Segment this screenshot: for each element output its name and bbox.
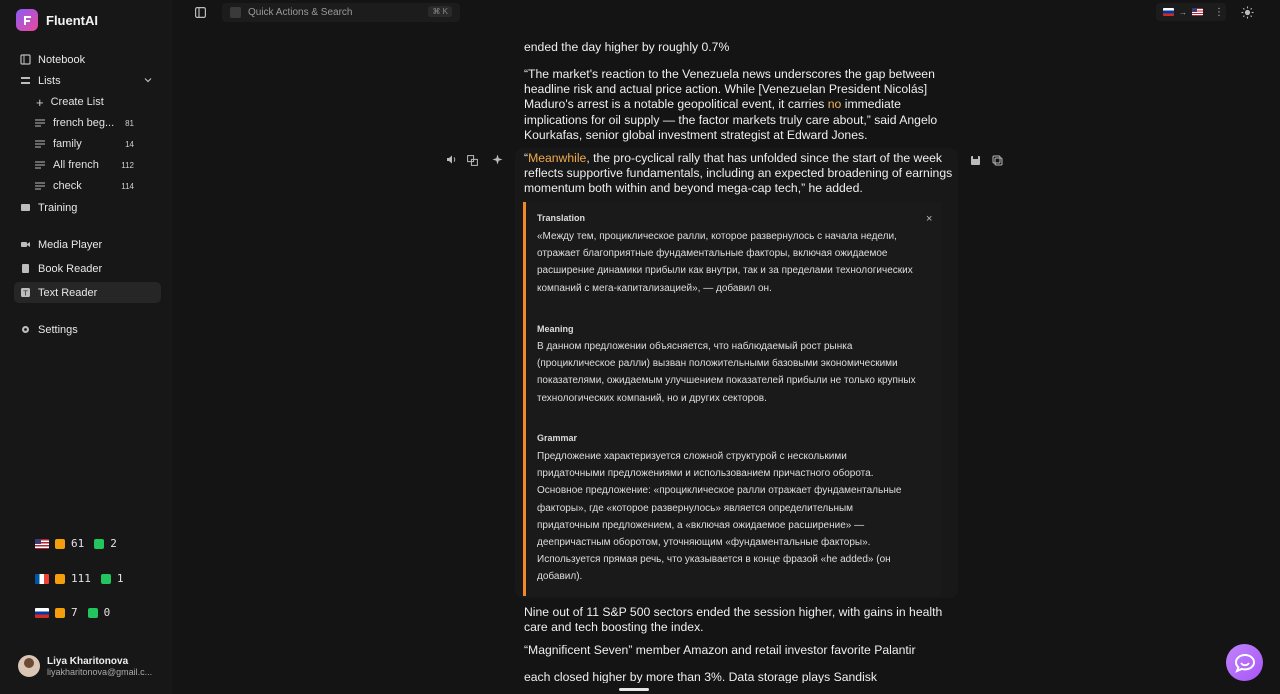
- user-name: Liya Kharitonova: [47, 655, 129, 667]
- list-count: 14: [125, 139, 134, 149]
- sidebar-toggle-icon[interactable]: [195, 7, 206, 18]
- sidebar-item-label: Lists: [38, 74, 61, 87]
- svg-text:T: T: [23, 289, 28, 298]
- sentence-text: “: [524, 151, 529, 165]
- reader-paragraph[interactable]: ended the day higher by roughly 0.7%: [524, 40, 730, 54]
- sparkle-icon[interactable]: [492, 154, 503, 165]
- done-badge-icon: [88, 608, 98, 618]
- sidebar-item-book-reader[interactable]: [14, 258, 161, 279]
- translation-title: Translation: [537, 213, 586, 223]
- list-name: french beg...: [53, 117, 115, 129]
- quick-actions-icon: [230, 7, 241, 18]
- save-icon[interactable]: [970, 155, 981, 166]
- fluentai-logo-icon: [16, 9, 38, 31]
- learned-count: 61: [71, 537, 85, 550]
- user-profile[interactable]: [18, 655, 152, 677]
- done-count: 0: [103, 606, 111, 619]
- sidebar-item-label: Book Reader: [38, 262, 103, 275]
- sidebar-item-label: Text Reader: [38, 286, 98, 299]
- sidebar-item-training[interactable]: [14, 197, 161, 218]
- meaning-text: В данном предложении объясняется, что наблюдаемый рост рынка (проциклическое ралли) вызван положительными базовыми экономическими показателями, ожидаемым улучшением показателей прибыли не только крупных технологических компаний, но и других секторов.: [537, 341, 916, 404]
- list-item[interactable]: [34, 113, 140, 133]
- done-count: 1: [116, 572, 124, 585]
- reader-paragraph-active[interactable]: [524, 151, 954, 197]
- scroll-indicator[interactable]: [619, 688, 649, 691]
- sidebar-item-text-reader[interactable]: [14, 282, 161, 303]
- translate-icon[interactable]: [467, 155, 478, 166]
- chevron-down-icon[interactable]: [143, 75, 153, 85]
- language-pair-selector[interactable]: [1156, 3, 1226, 21]
- done-badge-icon: [101, 574, 111, 584]
- list-icon: [20, 75, 31, 86]
- us-flag-icon: [35, 539, 49, 549]
- chat-bubble-icon: [1234, 653, 1256, 673]
- app-name: FluentAI: [46, 12, 98, 28]
- done-badge-icon: [94, 539, 104, 549]
- list-count: 81: [125, 118, 134, 128]
- copy-icon[interactable]: [992, 155, 1003, 166]
- plus-icon: +: [36, 94, 44, 110]
- sidebar-item-label: Media Player: [38, 238, 103, 251]
- more-vertical-icon[interactable]: ⋮: [1214, 6, 1224, 18]
- language-stats-row: [35, 537, 117, 550]
- list-item[interactable]: [34, 155, 140, 175]
- sidebar-item-notebook[interactable]: [14, 49, 161, 70]
- sidebar-item-label: Training: [38, 201, 78, 214]
- list-name: All french: [53, 159, 99, 171]
- reader-paragraph[interactable]: each closed higher by more than 3%. Data storage plays Sandisk: [524, 670, 877, 683]
- gear-icon: [20, 324, 31, 335]
- list-lines-icon: [34, 181, 46, 191]
- list-item[interactable]: [34, 176, 140, 196]
- quick-actions-search[interactable]: [222, 3, 460, 22]
- fr-flag-icon: [35, 574, 49, 584]
- avatar: [18, 655, 40, 677]
- create-list-label: Create List: [50, 96, 104, 108]
- list-count: 114: [121, 181, 134, 191]
- list-lines-icon: [34, 139, 46, 149]
- brand[interactable]: [16, 9, 98, 31]
- sidebar-item-settings[interactable]: [14, 319, 161, 340]
- shortcut-badge: ⌘ K: [428, 6, 452, 17]
- learned-count: 111: [71, 572, 91, 585]
- grammar-title: Grammar: [537, 433, 578, 443]
- list-item[interactable]: [34, 134, 140, 154]
- sentence-text: , the pro-cyclical rally that has unfolded since the start of the week reflects supportive fundamentals, including an expected broadening of earnings momentum both within and beyond mega-cap tech,” he added.: [524, 151, 953, 196]
- reader-paragraph[interactable]: Nine out of 11 S&P 500 sectors ended the session higher, with gains in health care and tech boosting the index.: [524, 605, 943, 635]
- list-name: check: [53, 180, 82, 192]
- create-list-button[interactable]: [36, 92, 142, 112]
- meaning-title: Meaning: [537, 324, 574, 334]
- done-count: 2: [110, 537, 117, 550]
- sidebar: [0, 0, 172, 694]
- arrow-right-icon: →: [1179, 7, 1187, 17]
- training-icon: [20, 202, 31, 213]
- book-reader-icon: [20, 263, 31, 274]
- sidebar-item-lists[interactable]: [14, 70, 161, 91]
- learned-badge-icon: [55, 608, 65, 618]
- list-name: family: [53, 138, 82, 150]
- book-icon: [20, 54, 31, 65]
- highlighted-word[interactable]: no: [827, 97, 842, 112]
- language-stats-row: [35, 572, 124, 585]
- text-reader-icon: [20, 287, 31, 298]
- search-label: Quick Actions & Search: [248, 7, 353, 18]
- sidebar-item-label: Settings: [38, 323, 78, 336]
- video-icon: [20, 239, 31, 250]
- speaker-icon[interactable]: [446, 154, 457, 165]
- user-email: liyakharitonova@gmail.c...: [47, 666, 153, 677]
- sentence-text: “The market's reaction to the Venezuela news underscores the gap between headline risk and actual price action. While [Venezuelan President Nicolás] Maduro's arrest is a notable geopolitical event, it carries: [524, 67, 935, 112]
- sidebar-item-media-player[interactable]: [14, 234, 161, 255]
- list-lines-icon: [34, 118, 46, 128]
- sidebar-item-label: Notebook: [38, 53, 86, 66]
- highlighted-word[interactable]: Meanwhile: [528, 151, 587, 165]
- ru-flag-icon: [1163, 8, 1174, 16]
- list-count: 112: [121, 160, 134, 170]
- grammar-text: Предложение характеризуется сложной структурой с несколькими придаточными предложениями и использованием причастного оборота. Основное предложение: «проциклическое ралли отражает фундаментальные факторы», где «которое развернулось» является определительным придаточным предложением, а «включая ожидаемое расширение» — деепричастным оборотом, уточняющим «фундаментальные факторы». Используется прямая речь, что указывается в конце фразой «he added» (он добавил).: [537, 451, 902, 583]
- learned-badge-icon: [55, 574, 65, 584]
- translation-text: «Между тем, проциклическое ралли, которое развернулось с начала недели, отражает благоприятные фундаментальные факторы, включая ожидаемое расширение динамики прибыли как внутри, так и за пределами технологических компаний с мега-капитализацией», — добавил он.: [537, 231, 913, 294]
- close-icon[interactable]: ×: [926, 213, 933, 225]
- learned-count: 7: [71, 606, 78, 619]
- learned-badge-icon: [55, 539, 65, 549]
- ru-flag-icon: [35, 608, 49, 618]
- sentence-text: immediate implications for oil supply — the factor markets truly care about,” said Angelo Kourkafas, senior global investment strategist at Edward Jones.: [524, 97, 938, 142]
- reader-paragraph[interactable]: [524, 67, 954, 143]
- sun-icon[interactable]: [1241, 6, 1254, 19]
- chat-support-button[interactable]: [1226, 644, 1263, 681]
- list-lines-icon: [34, 160, 46, 170]
- reader-paragraph[interactable]: “Magnificent Seven” member Amazon and retail investor favorite Palantir: [524, 643, 916, 657]
- language-stats-row: [35, 606, 110, 619]
- us-flag-icon: [1192, 8, 1203, 16]
